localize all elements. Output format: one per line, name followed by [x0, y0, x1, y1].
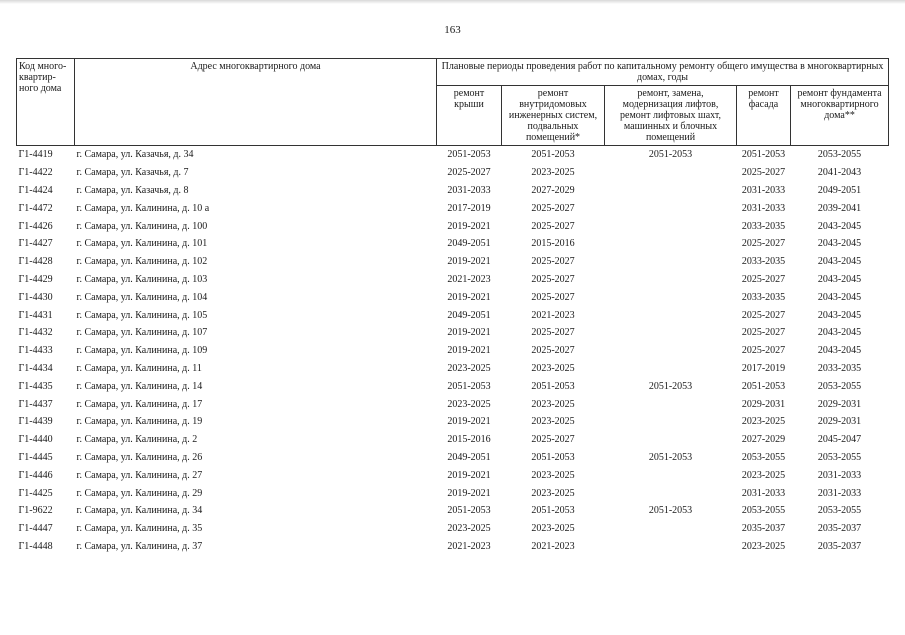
cell-lifts: 2051-2053 [648, 451, 693, 463]
table-row [17, 502, 889, 520]
cell-roof: 2051-2053 [447, 505, 491, 517]
cell-code: Г1-4424 [18, 184, 53, 196]
cell-foundation: 2043-2045 [817, 345, 862, 357]
cell-roof: 2025-2027 [447, 167, 491, 179]
cell-facade: 2025-2027 [741, 309, 786, 321]
cell-code: Г1-4445 [18, 451, 53, 463]
cell-facade: 2029-2031 [741, 398, 786, 410]
cell-facade: 2031-2033 [741, 202, 786, 214]
cell-facade: 2017-2019 [741, 362, 786, 374]
cell-lifts: 2051-2053 [648, 380, 693, 392]
cell-facade: 2027-2029 [741, 434, 786, 446]
cell-facade: 2025-2027 [741, 238, 786, 250]
cell-internal-systems: 2051-2053 [531, 380, 575, 392]
cell-address: г. Самара, ул. Калинина, д. 109 [76, 345, 208, 357]
cell-lifts [605, 466, 737, 484]
cell-roof: 2019-2021 [447, 487, 491, 499]
cell-lifts [605, 538, 737, 556]
cell-roof: 2019-2021 [447, 416, 491, 428]
table-row [17, 146, 889, 164]
cell-lifts [605, 360, 737, 378]
cell-facade: 2023-2025 [741, 540, 786, 552]
cell-foundation: 2053-2055 [817, 149, 862, 161]
table-row [17, 324, 889, 342]
cell-address: г. Самара, ул. Калинина, д. 14 [76, 380, 203, 392]
cell-internal-systems: 2021-2023 [531, 309, 575, 321]
cell-code: Г1-4437 [18, 398, 53, 410]
cell-internal-systems: 2027-2029 [531, 184, 575, 196]
table-row [17, 306, 889, 324]
cell-foundation: 2043-2045 [817, 238, 862, 250]
cell-internal-systems: 2023-2025 [531, 167, 575, 179]
header-foundation: ремонт фундамента многоквартирного дома** [791, 86, 889, 146]
header-code: Код много-квартир-ного дома [17, 59, 75, 146]
cell-code: Г1-4434 [18, 362, 53, 374]
cell-internal-systems: 2025-2027 [531, 220, 575, 232]
cell-address: г. Самара, ул. Калинина, д. 29 [76, 487, 203, 499]
cell-lifts [605, 395, 737, 413]
cell-code: Г1-4447 [18, 523, 53, 535]
cell-facade: 2023-2025 [741, 416, 786, 428]
cell-internal-systems: 2023-2025 [531, 523, 575, 535]
cell-foundation: 2035-2037 [817, 523, 862, 535]
cell-roof: 2019-2021 [447, 220, 491, 232]
cell-lifts: 2051-2053 [648, 505, 693, 517]
cell-facade: 2025-2027 [741, 345, 786, 357]
cell-roof: 2049-2051 [447, 238, 491, 250]
table-row [17, 288, 889, 306]
table-row [17, 271, 889, 289]
table-row [17, 484, 889, 502]
table-row [17, 520, 889, 538]
cell-address: г. Самара, ул. Казачья, д. 8 [76, 184, 189, 196]
cell-internal-systems: 2025-2027 [531, 345, 575, 357]
cell-facade: 2031-2033 [741, 487, 786, 499]
cell-address: г. Самара, ул. Калинина, д. 2 [76, 434, 198, 446]
cell-code: Г1-4428 [18, 256, 53, 268]
cell-foundation: 2033-2035 [817, 362, 862, 374]
cell-foundation: 2053-2055 [817, 505, 862, 517]
header-periods: Плановые периоды проведения работ по капитальному ремонту общего имущества в многоквартирных домах, годы [437, 59, 889, 86]
cell-internal-systems: 2023-2025 [531, 469, 575, 481]
cell-foundation: 2043-2045 [817, 256, 862, 268]
cell-address: г. Самара, ул. Калинина, д. 19 [76, 416, 203, 428]
cell-foundation: 2043-2045 [817, 291, 862, 303]
cell-roof: 2023-2025 [447, 398, 491, 410]
cell-address: г. Самара, ул. Калинина, д. 107 [76, 327, 208, 339]
cell-internal-systems: 2051-2053 [531, 451, 575, 463]
cell-address: г. Самара, ул. Калинина, д. 26 [76, 451, 203, 463]
cell-roof: 2019-2021 [447, 345, 491, 357]
cell-internal-systems: 2025-2027 [531, 434, 575, 446]
table-row [17, 342, 889, 360]
cell-lifts [605, 520, 737, 538]
cell-foundation: 2029-2031 [817, 398, 862, 410]
cell-code: Г1-4429 [18, 273, 53, 285]
cell-address: г. Самара, ул. Калинина, д. 37 [76, 540, 203, 552]
header-facade: ремонт фасада [737, 86, 791, 146]
table-row [17, 449, 889, 467]
header-internal-systems: ремонт внутридомовых инженерных систем, подвальных помещений* [502, 86, 605, 146]
cell-address: г. Самара, ул. Калинина, д. 101 [76, 238, 208, 250]
cell-lifts [605, 413, 737, 431]
cell-facade: 2033-2035 [741, 291, 786, 303]
cell-facade: 2051-2053 [741, 380, 786, 392]
cell-address: г. Самара, ул. Калинина, д. 34 [76, 505, 203, 517]
repair-schedule-table [16, 58, 889, 555]
cell-lifts [605, 235, 737, 253]
cell-internal-systems: 2023-2025 [531, 398, 575, 410]
cell-internal-systems: 2023-2025 [531, 487, 575, 499]
cell-roof: 2019-2021 [447, 327, 491, 339]
cell-internal-systems: 2025-2027 [531, 291, 575, 303]
table-body [17, 146, 889, 556]
cell-lifts [605, 217, 737, 235]
cell-internal-systems: 2025-2027 [531, 273, 575, 285]
cell-internal-systems: 2025-2027 [531, 256, 575, 268]
cell-roof: 2031-2033 [447, 184, 491, 196]
cell-internal-systems: 2015-2016 [531, 238, 575, 250]
cell-code: Г1-4472 [18, 202, 53, 214]
cell-roof: 2021-2023 [447, 540, 491, 552]
cell-facade: 2051-2053 [741, 149, 786, 161]
cell-code: Г1-4432 [18, 327, 53, 339]
cell-foundation: 2043-2045 [817, 309, 862, 321]
table-row [17, 538, 889, 556]
cell-address: г. Самара, ул. Казачья, д. 7 [76, 167, 189, 179]
cell-lifts [605, 164, 737, 182]
cell-roof: 2015-2016 [447, 434, 491, 446]
cell-address: г. Самара, ул. Калинина, д. 11 [76, 362, 202, 374]
cell-lifts [605, 324, 737, 342]
cell-foundation: 2043-2045 [817, 327, 862, 339]
cell-roof: 2051-2053 [447, 380, 491, 392]
cell-internal-systems: 2051-2053 [531, 505, 575, 517]
cell-facade: 2053-2055 [741, 451, 786, 463]
cell-roof: 2049-2051 [447, 451, 491, 463]
header-address: Адрес многоквартирного дома [75, 59, 437, 146]
cell-roof: 2023-2025 [447, 523, 491, 535]
cell-address: г. Самара, ул. Калинина, д. 104 [76, 291, 208, 303]
cell-address: г. Самара, ул. Калинина, д. 105 [76, 309, 208, 321]
cell-address: г. Самара, ул. Калинина, д. 27 [76, 469, 203, 481]
table-row [17, 217, 889, 235]
cell-facade: 2025-2027 [741, 327, 786, 339]
cell-address: г. Самара, ул. Казачья, д. 34 [76, 149, 194, 161]
cell-lifts [605, 288, 737, 306]
table-row [17, 395, 889, 413]
cell-roof: 2021-2023 [447, 273, 491, 285]
header-row-top [17, 59, 889, 86]
cell-roof: 2023-2025 [447, 362, 491, 374]
cell-foundation: 2029-2031 [817, 416, 862, 428]
table-row [17, 466, 889, 484]
table-row [17, 182, 889, 200]
cell-foundation: 2049-2051 [817, 184, 862, 196]
cell-facade: 2033-2035 [741, 256, 786, 268]
cell-lifts [605, 306, 737, 324]
cell-lifts: 2051-2053 [648, 149, 693, 161]
cell-code: Г1-4431 [18, 309, 53, 321]
cell-roof: 2049-2051 [447, 309, 491, 321]
cell-foundation: 2053-2055 [817, 380, 862, 392]
cell-facade: 2023-2025 [741, 469, 786, 481]
page-number: 163 [444, 24, 461, 36]
cell-facade: 2053-2055 [741, 505, 786, 517]
cell-code: Г1-9622 [18, 505, 53, 517]
cell-lifts [605, 199, 737, 217]
cell-address: г. Самара, ул. Калинина, д. 100 [76, 220, 208, 232]
table-row [17, 164, 889, 182]
table-row [17, 360, 889, 378]
cell-code: Г1-4426 [18, 220, 53, 232]
cell-address: г. Самара, ул. Калинина, д. 35 [76, 523, 203, 535]
table-row [17, 199, 889, 217]
cell-internal-systems: 2021-2023 [531, 540, 575, 552]
cell-internal-systems: 2051-2053 [531, 149, 575, 161]
cell-foundation: 2043-2045 [817, 220, 862, 232]
scan-edge [0, 0, 905, 4]
cell-foundation: 2045-2047 [817, 434, 862, 446]
cell-code: Г1-4419 [18, 149, 53, 161]
cell-code: Г1-4425 [18, 487, 53, 499]
cell-lifts [605, 342, 737, 360]
cell-internal-systems: 2023-2025 [531, 416, 575, 428]
cell-code: Г1-4433 [18, 345, 53, 357]
table-row [17, 413, 889, 431]
cell-facade: 2033-2035 [741, 220, 786, 232]
cell-address: г. Самара, ул. Калинина, д. 17 [76, 398, 203, 410]
cell-code: Г1-4448 [18, 540, 53, 552]
cell-internal-systems: 2025-2027 [531, 202, 575, 214]
cell-code: Г1-4440 [18, 434, 53, 446]
cell-lifts [605, 253, 737, 271]
cell-code: Г1-4439 [18, 416, 53, 428]
cell-roof: 2019-2021 [447, 256, 491, 268]
table-row [17, 253, 889, 271]
cell-foundation: 2041-2043 [817, 167, 862, 179]
cell-foundation: 2031-2033 [817, 469, 862, 481]
cell-roof: 2051-2053 [447, 149, 491, 161]
cell-internal-systems: 2023-2025 [531, 362, 575, 374]
cell-facade: 2035-2037 [741, 523, 786, 535]
cell-code: Г1-4422 [18, 167, 53, 179]
cell-roof: 2019-2021 [447, 469, 491, 481]
cell-code: Г1-4435 [18, 380, 53, 392]
cell-code: Г1-4446 [18, 469, 53, 481]
cell-lifts [605, 271, 737, 289]
cell-code: Г1-4430 [18, 291, 53, 303]
cell-foundation: 2039-2041 [817, 202, 862, 214]
cell-address: г. Самара, ул. Калинина, д. 102 [76, 256, 208, 268]
cell-lifts [605, 484, 737, 502]
cell-foundation: 2035-2037 [817, 540, 862, 552]
cell-lifts [605, 182, 737, 200]
cell-address: г. Самара, ул. Калинина, д. 10 а [76, 202, 210, 214]
cell-roof: 2019-2021 [447, 291, 491, 303]
cell-facade: 2025-2027 [741, 167, 786, 179]
table-row [17, 235, 889, 253]
header-roof: ремонт крыши [437, 86, 502, 146]
header-lifts: ремонт, замена, модернизация лифтов, ремонт лифтовых шахт, машинных и блочных помещений [605, 86, 737, 146]
cell-facade: 2031-2033 [741, 184, 786, 196]
cell-facade: 2025-2027 [741, 273, 786, 285]
cell-foundation: 2043-2045 [817, 273, 862, 285]
cell-foundation: 2031-2033 [817, 487, 862, 499]
cell-foundation: 2053-2055 [817, 451, 862, 463]
cell-code: Г1-4427 [18, 238, 53, 250]
cell-internal-systems: 2025-2027 [531, 327, 575, 339]
cell-roof: 2017-2019 [447, 202, 491, 214]
table-row [17, 377, 889, 395]
cell-address: г. Самара, ул. Калинина, д. 103 [76, 273, 208, 285]
cell-lifts [605, 431, 737, 449]
table-row [17, 431, 889, 449]
